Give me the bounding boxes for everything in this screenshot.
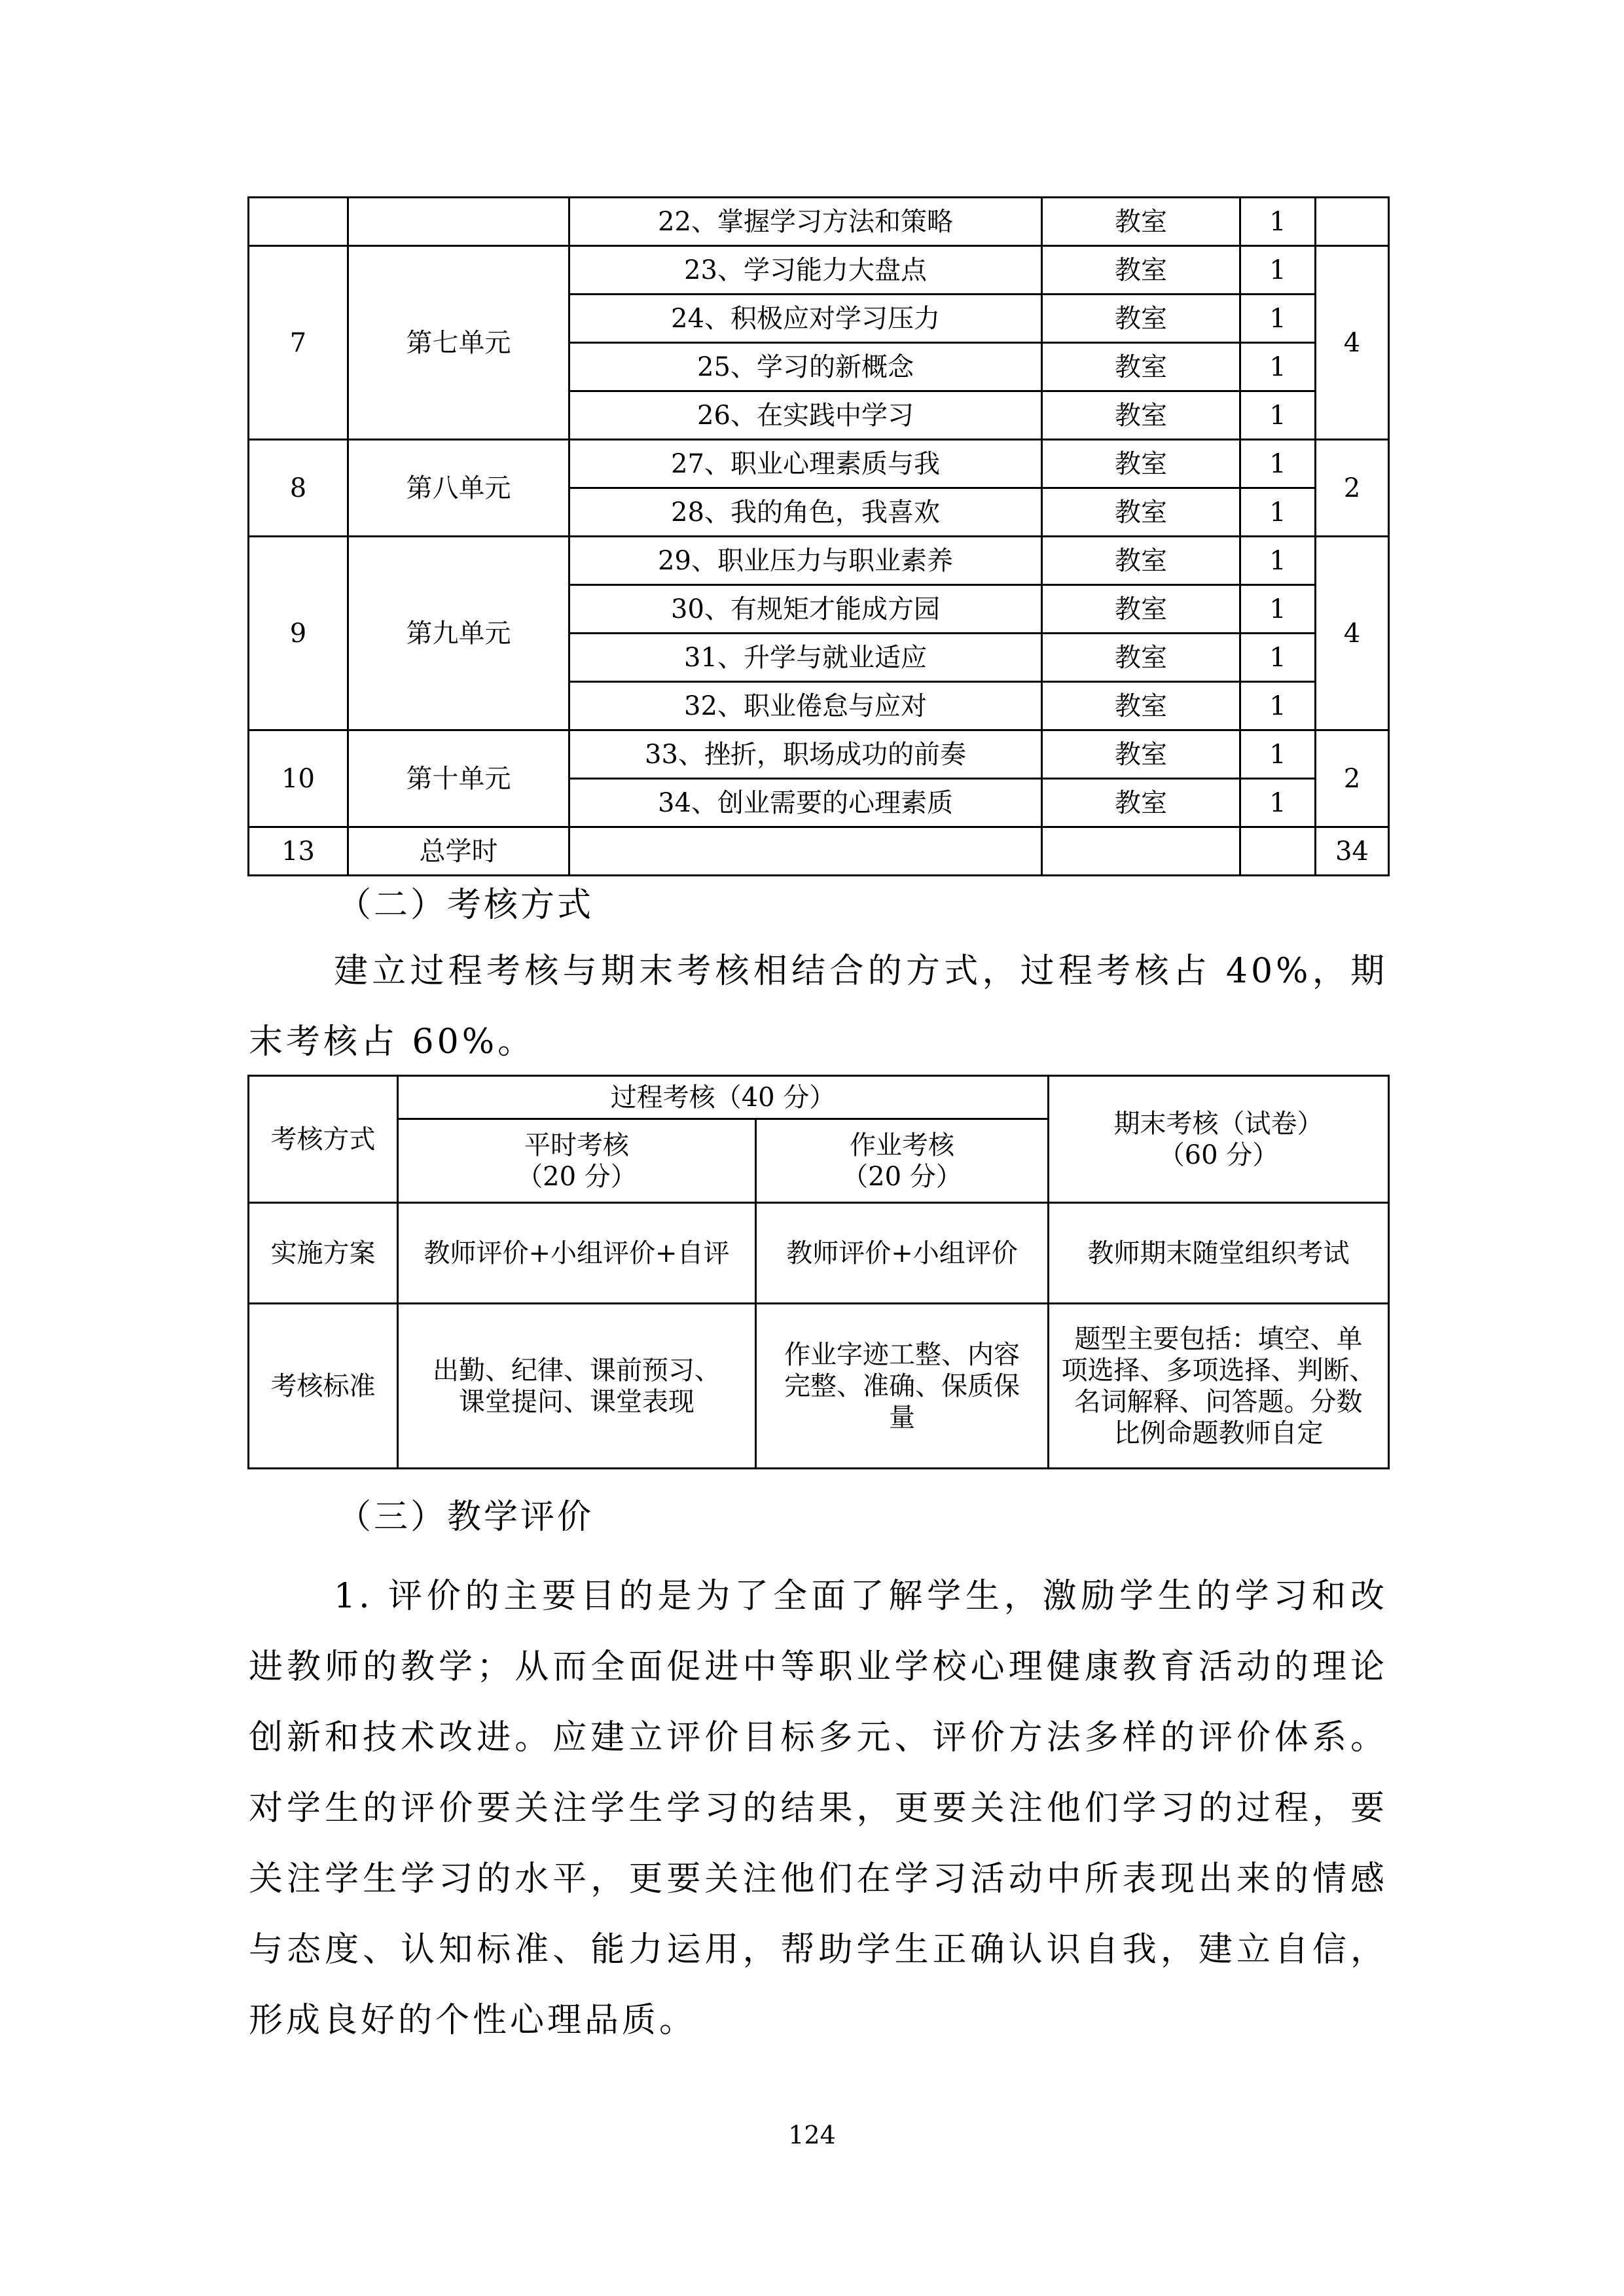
lesson-cell: 26、在实践中学习 [569,391,1042,440]
schedule-body [249,198,1389,876]
table-row [249,246,1389,295]
lesson-cell: 33、挫折，职场成功的前奏 [569,730,1042,779]
plan-final-cell: 教师期末随堂组织考试 [1049,1203,1389,1304]
section-heading-evaluation: （三）教学评价 [337,1498,594,1537]
lesson-cell: 32、职业倦怠与应对 [569,682,1042,730]
place-cell: 教室 [1042,537,1240,585]
standard-final-line: 名词解释、问答题。分数 [1074,1386,1363,1417]
standard-final-cell [1049,1304,1389,1469]
standard-final-line: 项选择、多项选择、判断、 [1061,1355,1376,1386]
hours-cell: 1 [1240,682,1316,730]
lesson-cell: 27、职业心理素质与我 [569,440,1042,488]
section-heading-assessment: （二）考核方式 [337,886,594,925]
hours-cell: 1 [1240,537,1316,585]
unit-name-cell: 第七单元 [348,246,569,440]
hours-cell: 1 [1240,440,1316,488]
total-label-cell: 总学时 [348,827,569,876]
lesson-cell: 25、学习的新概念 [569,343,1042,391]
plan-homework-cell: 教师评价+小组评价 [756,1203,1049,1304]
subtotal-cell: 2 [1316,440,1389,537]
place-cell: 教室 [1042,730,1240,779]
lesson-cell: 24、积极应对学习压力 [569,295,1042,343]
standard-final-line: 比例命题教师自定 [1113,1418,1324,1448]
total-row [249,827,1389,876]
unit-name-cell: 第八单元 [348,440,569,537]
table-row [249,1076,1389,1119]
lesson-cell: 31、升学与就业适应 [569,634,1042,682]
place-cell: 教室 [1042,634,1240,682]
homework-header-cell [756,1119,1049,1203]
lesson-cell: 23、学习能力大盘点 [569,246,1042,295]
unit-name-cell: 第十单元 [348,730,569,827]
place-cell: 教室 [1042,295,1240,343]
daily-header-line: 平时考核 [524,1130,629,1160]
hours-cell: 1 [1240,488,1316,537]
table-row [249,440,1389,488]
total-number-cell: 13 [249,827,348,876]
unit-number-cell: 8 [249,440,348,537]
place-cell: 教室 [1042,488,1240,537]
standard-homework-line: 量 [889,1402,915,1433]
final-score-line: （60 分） [1158,1139,1279,1170]
table-row [249,1203,1389,1304]
hours-cell: 1 [1240,343,1316,391]
lesson-cell: 34、创业需要的心理素质 [569,779,1042,827]
unit-number-cell: 9 [249,537,348,730]
hours-cell: 1 [1240,198,1316,246]
empty-cell [1042,827,1240,876]
unit-number-cell: 7 [249,246,348,440]
hours-cell: 1 [1240,391,1316,440]
hours-cell: 1 [1240,295,1316,343]
standard-final-line: 题型主要包括：填空、单 [1074,1323,1363,1354]
schedule-table [247,196,1390,876]
homework-header-line: 作业考核 [850,1130,954,1160]
standard-homework-line: 作业字迹工整、内容 [784,1339,1020,1370]
hours-cell: 1 [1240,779,1316,827]
final-header-line: 期末考核（试卷） [1113,1108,1324,1139]
table-row [249,1304,1389,1469]
lesson-cell: 30、有规矩才能成方园 [569,585,1042,634]
place-cell: 教室 [1042,246,1240,295]
place-cell: 教室 [1042,198,1240,246]
daily-header-cell [398,1119,756,1203]
hours-cell: 1 [1240,634,1316,682]
unit-number-cell [249,198,348,246]
table-row [249,537,1389,585]
plan-label-cell: 实施方案 [249,1203,398,1304]
place-cell: 教室 [1042,440,1240,488]
standard-homework-cell [756,1304,1049,1469]
daily-score-line: （20 分） [516,1161,637,1192]
method-label-cell: 考核方式 [249,1076,398,1203]
subtotal-cell: 2 [1316,730,1389,827]
subtotal-cell [1316,198,1389,246]
table-row [249,198,1389,246]
unit-name-cell: 第九单元 [348,537,569,730]
assessment-intro-paragraph: 建立过程考核与期末考核相结合的方式，过程考核占 40%，期末考核占 60%。 [249,952,1388,1062]
total-hours-cell: 34 [1316,827,1389,876]
unit-name-cell [348,198,569,246]
hours-cell: 1 [1240,585,1316,634]
standard-daily-line: 课堂提问、课堂表现 [459,1386,695,1417]
hours-cell: 1 [1240,730,1316,779]
lesson-cell: 28、我的角色，我喜欢 [569,488,1042,537]
empty-cell [1240,827,1316,876]
place-cell: 教室 [1042,391,1240,440]
assessment-table [247,1075,1390,1469]
place-cell: 教室 [1042,779,1240,827]
place-cell: 教室 [1042,585,1240,634]
standard-label-cell: 考核标准 [249,1304,398,1469]
place-cell: 教室 [1042,343,1240,391]
evaluation-paragraph: 1. 评价的主要目的是为了全面了解学生，激励学生的学习和改进教师的教学；从而全面促进中等职业学校心理健康教育活动的理论创新和技术改进。应建立评价目标多元、评价方法多样的评价体系。对学生的评价要关注学生学习的结果，更要关注他们学习的过程，要关注学生学习的水平，更要关注他们在学习活动中所表现出来的情感与态度、认知标准、能力运用，帮助学生正确认识自我，建立自信，形成良好的个性心理品质。 [249,1577,1388,2040]
standard-homework-line: 完整、准确、保质保 [784,1371,1020,1401]
subtotal-cell: 4 [1316,537,1389,730]
standard-daily-cell [398,1304,756,1469]
table-row [249,730,1389,779]
standard-daily-line: 出勤、纪律、课前预习、 [433,1355,721,1386]
place-cell: 教室 [1042,682,1240,730]
hours-cell: 1 [1240,246,1316,295]
empty-cell [569,827,1042,876]
page-number: 124 [788,2121,836,2149]
plan-daily-cell: 教师评价+小组评价+自评 [398,1203,756,1304]
lesson-cell: 22、掌握学习方法和策略 [569,198,1042,246]
subtotal-cell: 4 [1316,246,1389,440]
homework-score-line: （20 分） [842,1161,962,1192]
unit-number-cell: 10 [249,730,348,827]
lesson-cell: 29、职业压力与职业素养 [569,537,1042,585]
process-header-cell: 过程考核（40 分） [398,1076,1049,1119]
final-header-cell [1049,1076,1389,1203]
